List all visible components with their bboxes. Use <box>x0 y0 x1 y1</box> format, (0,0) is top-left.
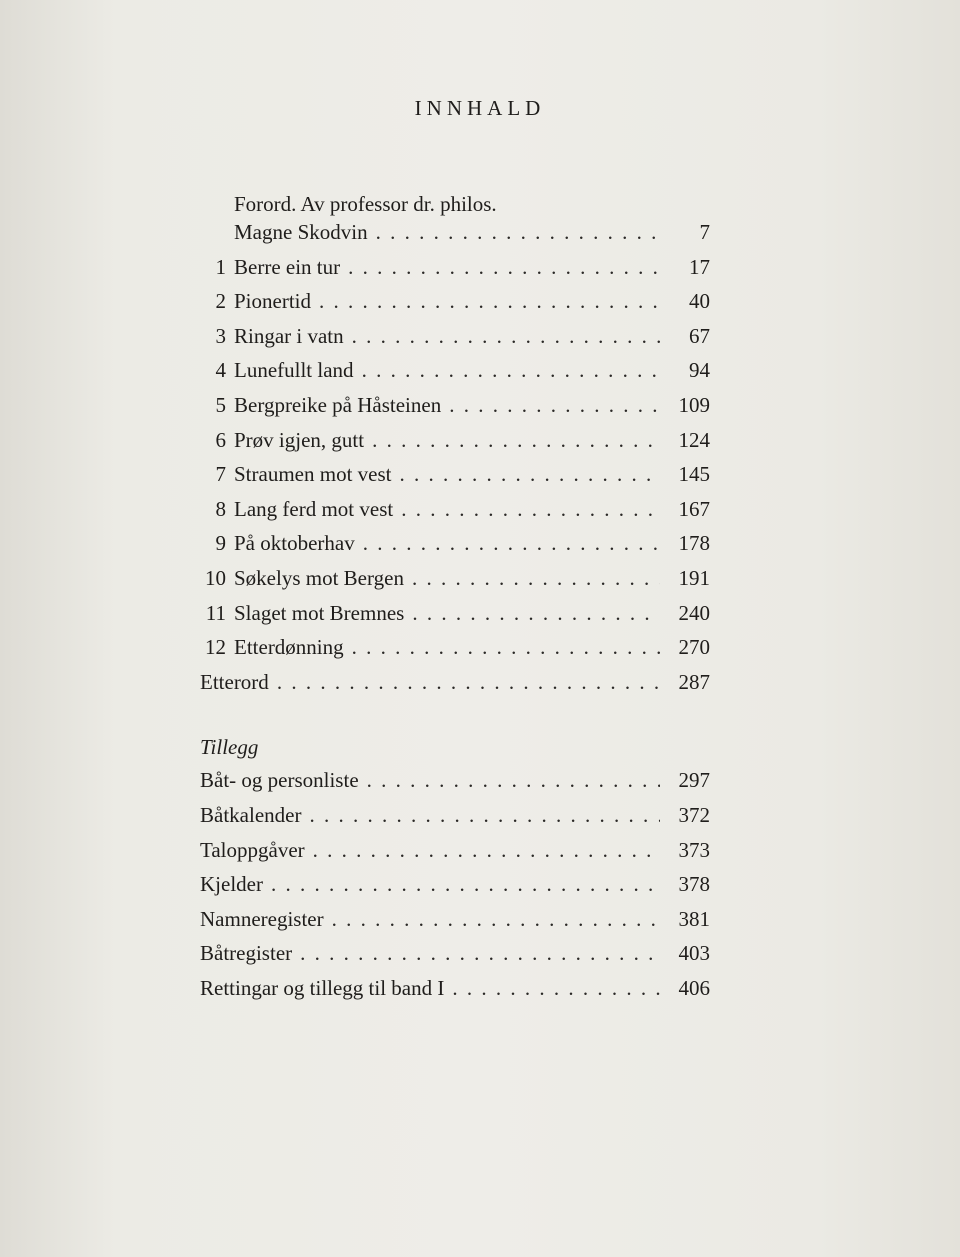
toc-entry-appendix <box>200 872 710 907</box>
toc-entry-chapter <box>200 358 710 393</box>
toc-entry-appendix <box>200 976 710 1011</box>
toc-entry-label: Etterdønning <box>234 635 344 660</box>
toc-entry-number: 5 <box>215 392 226 417</box>
toc-entry-label: Taloppgåver <box>200 837 305 862</box>
toc-entry-label: Lunefullt land <box>234 358 354 383</box>
toc-entry-label: Forord. Av professor dr. philos. <box>234 192 497 216</box>
toc-entry-label: Slaget mot Bremnes <box>234 600 405 625</box>
toc-entry-chapter <box>200 393 710 428</box>
dot-leader <box>367 768 660 793</box>
toc-entry-page: 145 <box>678 462 710 487</box>
toc-entry-label: Berre ein tur <box>234 254 341 279</box>
toc-entry-label: Båtregister <box>200 941 293 966</box>
toc-entry-page: 406 <box>678 975 710 1000</box>
toc-entry-page: 40 <box>689 289 710 314</box>
dot-leader <box>277 670 660 695</box>
toc-entry-label: Namneregister <box>200 906 324 931</box>
dot-leader <box>412 601 660 626</box>
toc-entry-page: 178 <box>678 531 710 556</box>
toc-entry-chapter <box>200 462 710 497</box>
dot-leader <box>352 324 660 349</box>
toc-entry-label: Kjelder <box>200 872 263 897</box>
dot-leader <box>412 566 660 591</box>
dot-leader <box>300 941 660 966</box>
dot-leader <box>372 428 660 453</box>
toc-entry-page: 109 <box>678 392 710 417</box>
dot-leader <box>352 635 660 660</box>
toc-entry-label: Båtkalender <box>200 802 302 827</box>
toc-entry-page: 240 <box>678 600 710 625</box>
dot-leader <box>401 497 660 522</box>
page-title: INNHALD <box>414 96 546 120</box>
toc-entry-label: Etterord <box>200 669 269 694</box>
table-of-contents <box>200 192 710 1010</box>
toc-entry-page: 17 <box>689 254 710 279</box>
toc-entry-chapter <box>200 428 710 463</box>
dot-leader <box>362 358 660 383</box>
toc-entry-appendix <box>200 768 710 803</box>
toc-entry-appendix <box>200 838 710 873</box>
toc-entry-page: 67 <box>689 323 710 348</box>
toc-entry-label: Pionertid <box>234 289 311 314</box>
toc-entry-number: 10 <box>205 565 226 590</box>
dot-leader <box>399 462 660 487</box>
toc-entry-page: 270 <box>678 635 710 660</box>
toc-entry-appendix <box>200 941 710 976</box>
toc-entry-label: Straumen mot vest <box>234 462 392 487</box>
toc-entry-label: Lang ferd mot vest <box>234 496 394 521</box>
toc-entry-number: 4 <box>215 358 226 383</box>
toc-entry-page: 167 <box>678 496 710 521</box>
toc-entry-number: 7 <box>215 462 226 487</box>
toc-entry-foreword <box>200 220 710 255</box>
toc-entry-number: 8 <box>215 496 226 521</box>
toc-entry-page: 124 <box>678 427 710 452</box>
toc-entry-number: 2 <box>215 289 226 314</box>
toc-entry-chapter <box>200 531 710 566</box>
toc-entry-page: 191 <box>678 565 710 590</box>
toc-entry-chapter <box>200 497 710 532</box>
dot-leader <box>319 289 660 314</box>
toc-entry-page: 372 <box>678 802 710 827</box>
dot-leader <box>363 531 660 556</box>
toc-entry-label: Bergpreike på Håsteinen <box>234 392 442 417</box>
toc-entry-afterword <box>200 670 710 705</box>
dot-leader <box>376 220 660 245</box>
dot-leader <box>449 393 660 418</box>
toc-entry-page: 403 <box>678 941 710 966</box>
toc-entry-chapter <box>200 601 710 636</box>
toc-entry-foreword-line1 <box>200 192 710 220</box>
toc-entry-label: Prøv igjen, gutt <box>234 427 365 452</box>
toc-entry-appendix <box>200 803 710 838</box>
toc-entry-label: På oktoberhav <box>234 531 355 556</box>
dot-leader <box>313 838 660 863</box>
toc-entry-chapter <box>200 635 710 670</box>
dot-leader <box>271 872 660 897</box>
toc-entry-number: 6 <box>215 427 226 452</box>
toc-entry-page: 378 <box>678 872 710 897</box>
toc-entry-number: 11 <box>205 600 226 625</box>
appendix-heading: Tillegg <box>200 735 259 760</box>
toc-entry-label: Ringar i vatn <box>234 323 344 348</box>
dot-leader <box>348 255 660 280</box>
toc-entry-number: 1 <box>215 254 226 279</box>
toc-entry-page: 381 <box>678 906 710 931</box>
toc-entry-appendix <box>200 907 710 942</box>
toc-entry-label: Magne Skodvin <box>234 220 368 244</box>
toc-entry-chapter <box>200 566 710 601</box>
toc-entry-chapter <box>200 324 710 359</box>
toc-entry-number: 9 <box>215 531 226 556</box>
toc-entry-label: Rettingar og tillegg til band I <box>200 975 445 1000</box>
toc-entry-label: Båt- og personliste <box>200 768 359 793</box>
toc-entry-number: 3 <box>215 323 226 348</box>
toc-entry-page: 7 <box>699 220 710 244</box>
toc-entry-page: 297 <box>678 768 710 793</box>
toc-entry-label: Søkelys mot Bergen <box>234 565 404 590</box>
toc-entry-chapter <box>200 255 710 290</box>
toc-entry-page: 373 <box>678 837 710 862</box>
dot-leader <box>309 803 660 828</box>
toc-entry-chapter <box>200 289 710 324</box>
toc-entry-page: 94 <box>689 358 710 383</box>
toc-entry-page: 287 <box>678 669 710 694</box>
dot-leader <box>332 907 660 932</box>
dot-leader <box>452 976 660 1001</box>
toc-entry-number: 12 <box>205 635 226 660</box>
